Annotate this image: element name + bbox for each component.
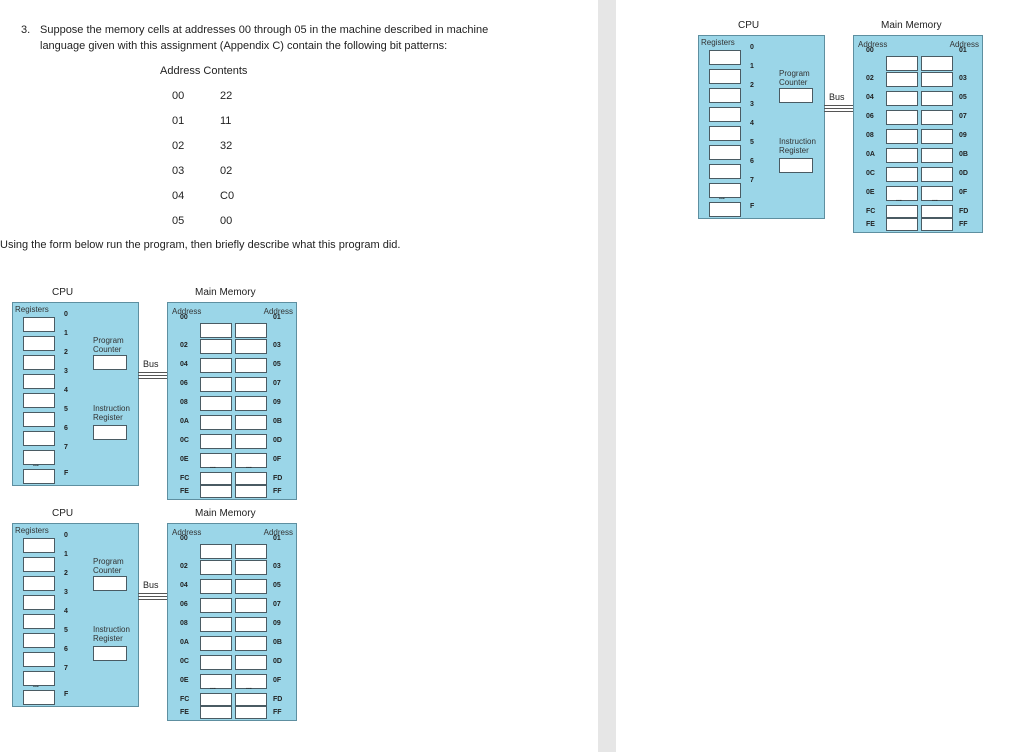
machine-diagram-3: [696, 20, 986, 236]
register-id: F: [64, 691, 69, 698]
memory-address-right: 0F: [959, 189, 968, 196]
register-cell[interactable]: [23, 374, 55, 389]
memory-cell-left[interactable]: [200, 415, 232, 430]
memory-cell-left[interactable]: [200, 674, 232, 689]
memory-ellipsis-right: ...: [246, 684, 252, 691]
bus-line: [824, 108, 853, 109]
memory-ellipsis-right: ...: [932, 196, 938, 203]
memory-address-right: FD: [273, 696, 283, 703]
question-number: 3.: [21, 24, 31, 36]
document-page-right: [616, 0, 1024, 752]
register-cell[interactable]: [23, 633, 55, 648]
page-gutter: [598, 0, 616, 752]
program-counter-label: Program Counter: [779, 69, 810, 87]
memory-address-left: FE: [180, 488, 189, 495]
memory-cell-left[interactable]: [886, 218, 918, 231]
register-id: 3: [64, 368, 68, 375]
memory-table-address: 05: [172, 215, 185, 227]
memory-address-left: 0E: [180, 677, 189, 684]
memory-address-right: 0D: [273, 658, 282, 665]
memory-cell-left[interactable]: [886, 110, 918, 125]
memory-cell-left[interactable]: [200, 339, 232, 354]
cpu-title: CPU: [52, 508, 74, 519]
memory-address-right: 07: [273, 601, 281, 608]
cpu-box: [12, 523, 139, 707]
register-id: 6: [750, 158, 754, 165]
memory-cell-right[interactable]: [235, 598, 267, 613]
instruction-register-cell[interactable]: [93, 646, 127, 661]
memory-address-left: 04: [180, 361, 188, 368]
memory-address-right: FD: [959, 208, 969, 215]
registers-ellipsis: ...: [33, 682, 39, 689]
memory-cell-left[interactable]: [886, 167, 918, 182]
address-label-left: Address: [858, 40, 888, 49]
register-cell[interactable]: [23, 557, 55, 572]
bus-line: [824, 105, 853, 106]
memory-title: Main Memory: [195, 508, 256, 519]
register-id: 5: [64, 627, 68, 634]
memory-address-left: 06: [866, 113, 874, 120]
memory-cell-right[interactable]: [235, 544, 267, 559]
bus-connector: [138, 372, 167, 380]
memory-cell-left[interactable]: [200, 617, 232, 632]
memory-cell-right[interactable]: [235, 434, 267, 449]
memory-table-address: 01: [172, 115, 185, 127]
memory-address-right: 0B: [959, 151, 968, 158]
memory-address-left: FE: [866, 221, 875, 228]
register-id: 2: [64, 570, 68, 577]
memory-address-right: 03: [959, 75, 967, 82]
memory-cell-left[interactable]: [200, 453, 232, 468]
register-id: F: [64, 470, 69, 477]
register-id: 5: [750, 139, 754, 146]
registers-ellipsis: ...: [719, 194, 725, 201]
register-id: 4: [64, 387, 68, 394]
memory-cell-right[interactable]: [235, 415, 267, 430]
register-id: F: [750, 203, 755, 210]
main-memory-box: [167, 523, 297, 721]
register-id: 3: [64, 589, 68, 596]
memory-address-right: 0B: [273, 639, 282, 646]
cpu-title: CPU: [52, 287, 74, 298]
memory-address-left: 02: [866, 75, 874, 82]
address-label-right: Address: [263, 307, 293, 316]
register-cell[interactable]: [23, 431, 55, 446]
memory-cell-left[interactable]: [200, 396, 232, 411]
register-cell[interactable]: [709, 107, 741, 122]
memory-address-left: 00: [866, 47, 874, 54]
bus-line: [138, 596, 167, 597]
register-id: 7: [750, 177, 754, 184]
memory-address-left: FC: [180, 475, 190, 482]
instruction-register-label: Instruction Register: [93, 404, 130, 422]
address-label-left: Address: [172, 528, 202, 537]
memory-table-contents: 32: [220, 140, 233, 152]
memory-cell-right[interactable]: [921, 167, 953, 182]
machine-diagram-1: [10, 287, 300, 503]
bus-line: [138, 599, 167, 600]
memory-address-left: 08: [866, 132, 874, 139]
memory-address-left: 0A: [866, 151, 875, 158]
memory-cell-left[interactable]: [200, 358, 232, 373]
memory-table-contents: C0: [220, 190, 235, 202]
main-memory-box: [167, 302, 297, 500]
register-id: 0: [64, 311, 68, 318]
memory-address-right: 09: [273, 399, 281, 406]
memory-ellipsis-left: ...: [210, 463, 216, 470]
register-cell[interactable]: [23, 412, 55, 427]
main-memory-box: [853, 35, 983, 233]
memory-address-left: 08: [180, 399, 188, 406]
memory-table-contents: 22: [220, 90, 233, 102]
register-cell[interactable]: [23, 336, 55, 351]
register-id: 5: [64, 406, 68, 413]
memory-address-right: 03: [273, 563, 281, 570]
program-counter-label: Program Counter: [93, 336, 124, 354]
bus-connector: [824, 105, 853, 113]
address-label-right: Address: [949, 40, 979, 49]
memory-cell-left[interactable]: [200, 579, 232, 594]
memory-address-left: 0A: [180, 639, 189, 646]
memory-cell-right[interactable]: [235, 396, 267, 411]
register-cell[interactable]: [709, 88, 741, 103]
memory-cell-right[interactable]: [921, 91, 953, 106]
memory-address-right: 07: [959, 113, 967, 120]
memory-ellipsis-left: ...: [896, 196, 902, 203]
memory-cell-left[interactable]: [886, 148, 918, 163]
memory-address-right: 0D: [959, 170, 968, 177]
register-cell[interactable]: [23, 450, 55, 465]
question-text-line-1: Suppose the memory cells at addresses 00 through 05 in the machine described in machine: [40, 24, 489, 36]
memory-address-left: 00: [180, 314, 188, 321]
register-cell[interactable]: [23, 576, 55, 591]
register-cell[interactable]: [23, 393, 55, 408]
register-id: 3: [750, 101, 754, 108]
register-id: 0: [750, 44, 754, 51]
cpu-box: [698, 35, 825, 219]
memory-cell-left[interactable]: [886, 129, 918, 144]
memory-address-left: 04: [180, 582, 188, 589]
machine-diagram-2: [10, 508, 300, 724]
memory-cell-left[interactable]: [200, 472, 232, 485]
memory-cell-left[interactable]: [886, 72, 918, 87]
memory-table-contents: 11: [220, 115, 232, 127]
instruction-register-label: Instruction Register: [93, 625, 130, 643]
memory-title: Main Memory: [195, 287, 256, 298]
bus-connector: [138, 593, 167, 601]
registers-ellipsis: ...: [33, 461, 39, 468]
memory-cell-left[interactable]: [200, 377, 232, 392]
bus-line: [138, 375, 167, 376]
memory-cell-left[interactable]: [200, 706, 232, 719]
memory-address-right: 05: [273, 361, 281, 368]
memory-address-right: FD: [273, 475, 283, 482]
memory-cell-right[interactable]: [235, 472, 267, 485]
registers-label: Registers: [15, 526, 49, 535]
cpu-box: [12, 302, 139, 486]
address-label-right: Address: [263, 528, 293, 537]
memory-cell-right[interactable]: [235, 485, 267, 498]
memory-cell-right[interactable]: [235, 579, 267, 594]
memory-address-left: FE: [180, 709, 189, 716]
memory-address-right: 05: [959, 94, 967, 101]
register-cell[interactable]: [709, 202, 741, 217]
register-cell[interactable]: [709, 145, 741, 160]
register-cell[interactable]: [23, 317, 55, 332]
register-id: 4: [64, 608, 68, 615]
memory-address-left: FC: [180, 696, 190, 703]
memory-address-left: 06: [180, 380, 188, 387]
memory-cell-left[interactable]: [200, 485, 232, 498]
register-cell[interactable]: [709, 164, 741, 179]
register-cell[interactable]: [709, 50, 741, 65]
instruction-register-cell[interactable]: [93, 425, 127, 440]
bus-label: Bus: [143, 359, 159, 369]
bus-line: [138, 372, 167, 373]
register-cell[interactable]: [23, 671, 55, 686]
memory-address-left: 02: [180, 342, 188, 349]
memory-address-right: 05: [273, 582, 281, 589]
memory-cell-right[interactable]: [235, 323, 267, 338]
register-id: 4: [750, 120, 754, 127]
memory-table-address: 02: [172, 140, 185, 152]
memory-address-left: 0C: [180, 437, 189, 444]
memory-table-contents: 02: [220, 165, 233, 177]
memory-cell-right[interactable]: [235, 358, 267, 373]
memory-title: Main Memory: [881, 20, 942, 31]
memory-cell-left[interactable]: [200, 434, 232, 449]
memory-cell-left[interactable]: [886, 205, 918, 218]
memory-address-left: 0C: [866, 170, 875, 177]
memory-cell-left[interactable]: [886, 56, 918, 71]
memory-address-right: 07: [273, 380, 281, 387]
memory-address-left: 02: [180, 563, 188, 570]
memory-cell-left[interactable]: [200, 544, 232, 559]
memory-address-right: FF: [273, 488, 282, 495]
memory-address-right: 09: [959, 132, 967, 139]
memory-cell-right[interactable]: [235, 339, 267, 354]
memory-table-address: 04: [172, 190, 185, 202]
memory-address-right: 0D: [273, 437, 282, 444]
program-counter-cell[interactable]: [93, 576, 127, 591]
memory-cell-left[interactable]: [200, 693, 232, 706]
memory-cell-right[interactable]: [921, 205, 953, 218]
memory-cell-right[interactable]: [921, 218, 953, 231]
bus-line: [138, 593, 167, 594]
memory-ellipsis-left: ...: [210, 684, 216, 691]
memory-ellipsis-right: ...: [246, 463, 252, 470]
register-id: 2: [64, 349, 68, 356]
register-id: 0: [64, 532, 68, 539]
memory-address-right: FF: [959, 221, 968, 228]
register-cell[interactable]: [709, 69, 741, 84]
memory-address-left: 0E: [180, 456, 189, 463]
memory-address-left: FC: [866, 208, 876, 215]
memory-cell-right[interactable]: [921, 56, 953, 71]
memory-table-contents: 00: [220, 215, 233, 227]
memory-table-address: 00: [172, 90, 185, 102]
program-counter-label: Program Counter: [93, 557, 124, 575]
register-id: 2: [750, 82, 754, 89]
memory-cell-left[interactable]: [200, 560, 232, 575]
memory-cell-right[interactable]: [235, 560, 267, 575]
register-id: 1: [64, 551, 68, 558]
register-cell[interactable]: [23, 355, 55, 370]
memory-address-right: 01: [959, 47, 967, 54]
registers-label: Registers: [15, 305, 49, 314]
cpu-title: CPU: [738, 20, 760, 31]
program-counter-cell[interactable]: [779, 88, 813, 103]
register-cell[interactable]: [23, 595, 55, 610]
register-id: 6: [64, 646, 68, 653]
memory-address-left: 06: [180, 601, 188, 608]
memory-cell-left[interactable]: [200, 598, 232, 613]
memory-cell-right[interactable]: [235, 706, 267, 719]
memory-address-right: 01: [273, 314, 281, 321]
instruction-register-label: Instruction Register: [779, 137, 816, 155]
register-cell[interactable]: [23, 469, 55, 484]
memory-cell-left[interactable]: [886, 91, 918, 106]
register-id: 1: [750, 63, 754, 70]
address-label-left: Address: [172, 307, 202, 316]
memory-address-right: 09: [273, 620, 281, 627]
memory-address-left: 0C: [180, 658, 189, 665]
register-cell[interactable]: [23, 538, 55, 553]
memory-address-left: 0A: [180, 418, 189, 425]
memory-address-right: 0B: [273, 418, 282, 425]
register-id: 6: [64, 425, 68, 432]
instruction-register-cell[interactable]: [779, 158, 813, 173]
memory-cell-right[interactable]: [235, 655, 267, 670]
bus-label: Bus: [829, 92, 845, 102]
memory-address-right: 0F: [273, 677, 282, 684]
memory-cell-left[interactable]: [200, 636, 232, 651]
bus-label: Bus: [143, 580, 159, 590]
memory-table-address: 03: [172, 165, 185, 177]
memory-address-left: 00: [180, 535, 188, 542]
memory-cell-right[interactable]: [235, 636, 267, 651]
memory-cell-right[interactable]: [921, 72, 953, 87]
memory-cell-left[interactable]: [200, 655, 232, 670]
memory-address-left: 0E: [866, 189, 875, 196]
register-cell[interactable]: [23, 614, 55, 629]
memory-cell-right[interactable]: [921, 110, 953, 125]
memory-address-right: 01: [273, 535, 281, 542]
register-cell[interactable]: [709, 126, 741, 141]
register-cell[interactable]: [709, 183, 741, 198]
register-id: 7: [64, 665, 68, 672]
register-cell[interactable]: [23, 652, 55, 667]
register-cell[interactable]: [23, 690, 55, 705]
register-id: 1: [64, 330, 68, 337]
memory-cell-left[interactable]: [886, 186, 918, 201]
memory-cell-right[interactable]: [235, 617, 267, 632]
program-counter-cell[interactable]: [93, 355, 127, 370]
instruction-text: Using the form below run the program, then briefly describe what this program did.: [0, 239, 401, 251]
bus-line: [824, 111, 853, 112]
memory-cell-left[interactable]: [200, 323, 232, 338]
memory-cell-right[interactable]: [921, 148, 953, 163]
memory-table-header: Address Contents: [160, 65, 248, 77]
bus-line: [138, 378, 167, 379]
memory-address-left: 04: [866, 94, 874, 101]
memory-address-right: 03: [273, 342, 281, 349]
memory-address-right: 0F: [273, 456, 282, 463]
memory-address-right: FF: [273, 709, 282, 716]
register-id: 7: [64, 444, 68, 451]
memory-cell-right[interactable]: [235, 377, 267, 392]
question-text-line-2: language given with this assignment (Appendix C) contain the following bit patterns:: [40, 40, 448, 52]
memory-cell-right[interactable]: [235, 693, 267, 706]
registers-label: Registers: [701, 38, 735, 47]
memory-address-left: 08: [180, 620, 188, 627]
memory-cell-right[interactable]: [921, 129, 953, 144]
